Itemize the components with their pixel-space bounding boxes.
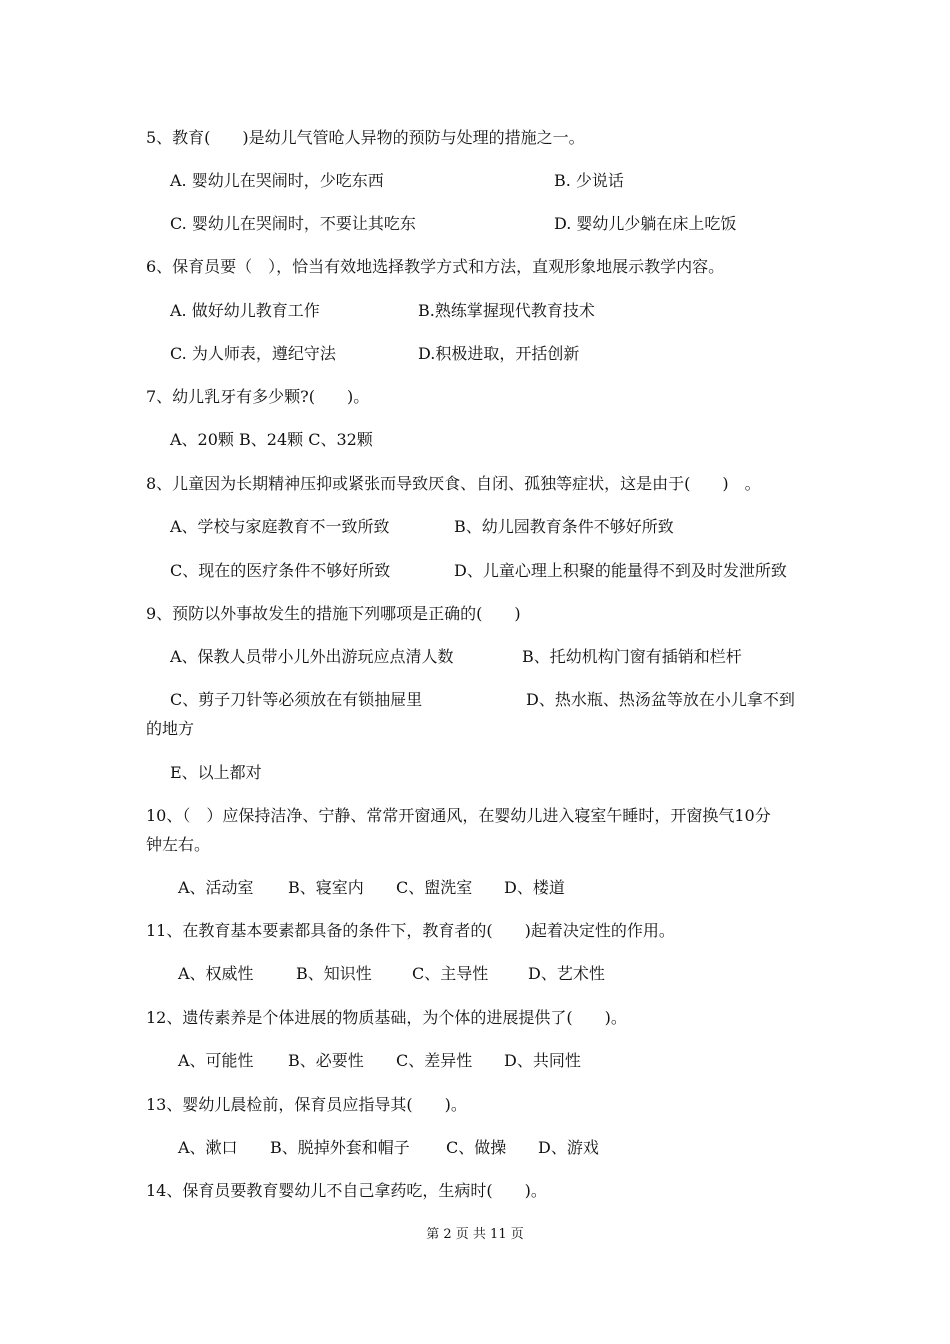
question-12-option-b: B、必要性 — [288, 1051, 364, 1070]
question-7-stem: 7、幼儿乳牙有多少颗?( )。 — [146, 387, 370, 406]
question-11-option-b: B、知识性 — [296, 964, 372, 983]
question-5-option-c: C. 婴幼儿在哭闹时，不要让其吃东 — [170, 214, 416, 233]
question-13-option-b: B、脱掉外套和帽子 — [270, 1138, 410, 1157]
question-5-stem: 5、教育( )是幼儿气管呛人异物的预防与处理的措施之一。 — [146, 128, 585, 147]
question-12-option-d: D、共同性 — [504, 1051, 581, 1070]
question-13-option-d: D、游戏 — [538, 1138, 599, 1157]
question-9-option-b: B、托幼机构门窗有插销和栏杆 — [522, 647, 742, 666]
question-9-option-a: A、保教人员带小儿外出游玩应点清人数 — [170, 647, 454, 666]
question-10-stem-continued: 钟左右。 — [146, 835, 211, 854]
question-9-stem: 9、预防以外事故发生的措施下列哪项是正确的( ) — [146, 604, 521, 623]
question-13-stem: 13、婴幼儿晨检前，保育员应指导其( )。 — [146, 1095, 467, 1114]
question-6-stem: 6、保育员要（ ），恰当有效地选择教学方式和方法，直观形象地展示教学内容。 — [146, 257, 725, 276]
question-11-option-c: C、主导性 — [412, 964, 489, 983]
question-11-stem: 11、在教育基本要素都具备的条件下，教育者的( )起着决定性的作用。 — [146, 921, 675, 940]
question-12-option-c: C、差异性 — [396, 1051, 473, 1070]
question-9-option-d: D、热水瓶、热汤盆等放在小儿拿不到 — [526, 690, 795, 709]
question-5-option-b: B. 少说话 — [554, 171, 624, 190]
question-7-options: A、20颗 B、24颗 C、32颗 — [170, 430, 373, 449]
question-13-option-a: A、漱口 — [178, 1138, 238, 1157]
question-14-stem: 14、保育员要教育婴幼儿不自己拿药吃，生病时( )。 — [146, 1181, 547, 1200]
page-footer: 第 2 页 共 11 页 — [426, 1227, 524, 1242]
question-8-option-c: C、现在的医疗条件不够好所致 — [170, 561, 391, 580]
question-11-option-d: D、艺术性 — [528, 964, 605, 983]
question-6-option-c: C. 为人师表，遵纪守法 — [170, 344, 336, 363]
question-5-option-a: A. 婴幼儿在哭闹时，少吃东西 — [170, 171, 384, 190]
question-9-option-e: E、以上都对 — [170, 763, 262, 782]
question-8-option-a: A、学校与家庭教育不一致所致 — [170, 517, 390, 536]
question-5-option-d: D. 婴幼儿少躺在床上吃饭 — [554, 214, 737, 233]
question-10-option-b: B、寝室内 — [288, 878, 364, 897]
question-9-option-c: C、剪子刀针等必须放在有锁抽屉里 — [170, 690, 423, 709]
question-10-option-a: A、活动室 — [178, 878, 254, 897]
question-12-option-a: A、可能性 — [178, 1051, 254, 1070]
question-12-stem: 12、遗传素养是个体进展的物质基础，为个体的进展提供了( )。 — [146, 1008, 627, 1027]
question-6-option-a: A. 做好幼儿教育工作 — [170, 301, 320, 320]
question-10-stem: 10、（ ）应保持洁净、宁静、常常开窗通风，在婴幼儿进入寝室午睡时，开窗换气10分 — [146, 806, 771, 825]
question-6-option-d: D.积极进取，开括创新 — [418, 344, 580, 363]
question-10-option-c: C、盥洗室 — [396, 878, 473, 897]
question-9-option-d-continued: 的地方 — [146, 719, 195, 738]
question-10-option-d: D、楼道 — [504, 878, 565, 897]
question-13-option-c: C、做操 — [446, 1138, 507, 1157]
question-11-option-a: A、权威性 — [178, 964, 254, 983]
question-6-option-b: B.熟练掌握现代教育技术 — [418, 301, 595, 320]
question-8-stem: 8、儿童因为长期精神压抑或紧张而导致厌食、自闭、孤独等症状，这是由于( ) 。 — [146, 474, 761, 493]
question-8-option-b: B、幼儿园教育条件不够好所致 — [454, 517, 674, 536]
question-8-option-d: D、儿童心理上积聚的能量得不到及时发泄所致 — [454, 561, 787, 580]
